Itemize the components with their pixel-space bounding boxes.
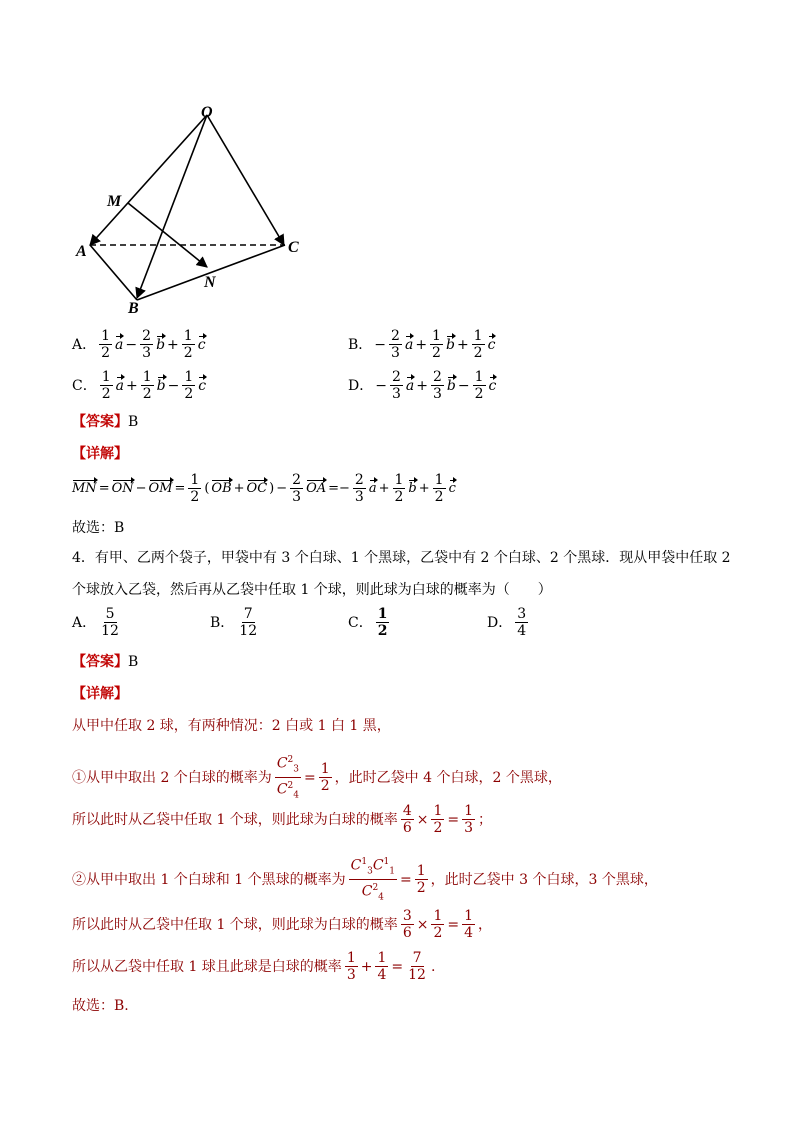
q3-detail-tag: 【详解】 (72, 446, 128, 462)
q4-option-b[interactable]: B． $\frac{7}{12}$ (210, 606, 258, 639)
label-N: N (204, 274, 216, 291)
q4-choose: 故选：B. (72, 998, 129, 1014)
q3-detail-formula: MN = ON − OM = $\frac{1}{2}$ ( OB + OC ) − $\frac{2}{3}$ OA =− $\frac{2}{3}$ a + $\frac{1}{2}$ b + $\frac{1}{2}$ c (72, 472, 456, 505)
label-B: B (128, 300, 139, 317)
edge-BC (137, 245, 285, 300)
q3-answer: 【答案】B (72, 414, 139, 430)
q4-case2b: 所以此时从乙袋中任取 1 个球，则此球为白球的概率 $\frac{3}{6}$ × $\frac{1}{2}$ = $\frac{1}{4}$ ， (72, 908, 493, 941)
tetrahedron-figure (60, 95, 320, 320)
q3-choose: 故选：B (72, 520, 125, 536)
q3-option-a[interactable]: A． $\frac{1}{2}$ a − $\frac{2}{3}$ b + $\frac{1}{2}$ c (72, 328, 206, 361)
label-A: A (76, 243, 87, 260)
q4-option-c[interactable]: C． $\frac{1}{2}$ (348, 606, 388, 639)
q3-option-b[interactable]: B． − $\frac{2}{3}$ a + $\frac{1}{2}$ b + $\frac{1}{2}$ c (348, 328, 496, 361)
q4-case1: ①从甲中取出 2 个白球的概率为 $\frac{C^2_3}{C^2_4}$ = $\frac{1}{2}$ ，此时乙袋中 4 个白球，2 个黑球， (72, 752, 562, 804)
edge-OA (90, 115, 207, 245)
q4-total: 所以从乙袋中任取 1 球且此球是白球的概率 $\frac{1}{3}$ + $\frac{1}{4}$ = $\frac{7}{12}$ . (72, 950, 436, 983)
q4-answer: 【答案】B (72, 654, 139, 670)
edge-OB (137, 115, 207, 298)
edge-AB (90, 245, 137, 300)
segment-MN (128, 203, 207, 267)
q4-detail-line1: 从甲中任取 2 球，有两种情况：2 白或 1 白 1 黑， (72, 718, 391, 734)
q4-stem-line2: 个球放入乙袋，然后再从乙袋中任取 1 个球，则此球为白球的概率为（ ） (72, 582, 552, 598)
q4-option-d[interactable]: D． $\frac{3}{4}$ (487, 606, 527, 639)
q4-case2: ②从甲中取出 1 个白球和 1 个黑球的概率为 $\frac{C^1_3C^1_1}{C^2_4}$ = $\frac{1}{2}$ ，此时乙袋中 3 个白球，3 个黑球， (72, 854, 658, 906)
label-M: M (107, 193, 122, 210)
q4-option-a[interactable]: A． $\frac{5}{12}$ (72, 606, 119, 639)
label-O: O (201, 104, 213, 121)
q3-option-d[interactable]: D． − $\frac{2}{3}$ a + $\frac{2}{3}$ b − $\frac{1}{2}$ c (348, 369, 497, 402)
q4-stem-line1: 4．有甲、乙两个袋子，甲袋中有 3 个白球、1 个黑球，乙袋中有 2 个白球、2 个黑球．现从甲袋中任取 2 (72, 550, 731, 566)
q4-detail-tag: 【详解】 (72, 686, 128, 702)
edge-OC (207, 115, 284, 245)
q4-case1b: 所以此时从乙袋中任取 1 个球，则此球为白球的概率 $\frac{4}{6}$ × $\frac{1}{2}$ = $\frac{1}{3}$ ； (72, 803, 493, 836)
q3-option-c[interactable]: C． $\frac{1}{2}$ a + $\frac{1}{2}$ b − $\frac{1}{2}$ c (72, 369, 207, 402)
label-C: C (288, 239, 299, 256)
